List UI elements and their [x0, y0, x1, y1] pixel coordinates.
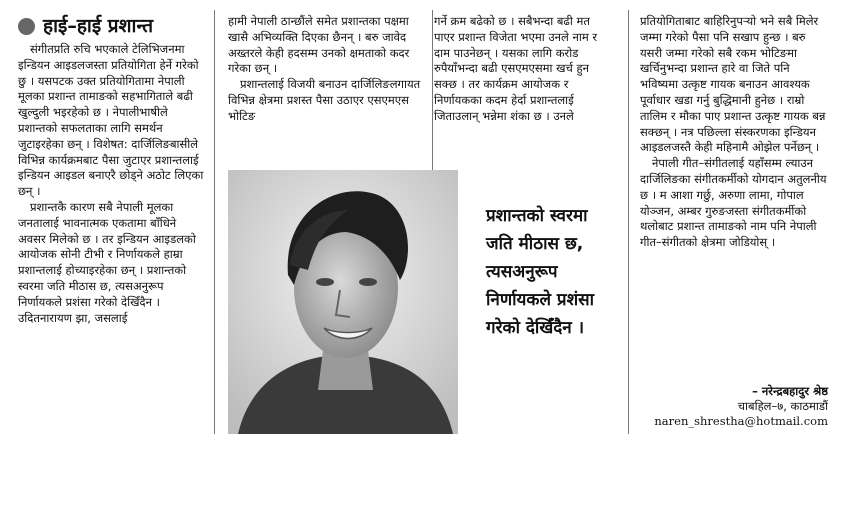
byline — [640, 384, 828, 429]
author-name: – नरेन्द्रबहादुर श्रेष्ठ — [752, 384, 828, 398]
paragraph: प्रशान्तकै कारण सबै नेपाली मूलका जनतालाई भावनात्मक एकतामा बाँधिने अवसर मिलेको छ । तर इन्डियन आइडलको आयोजक सोनी टीभी र निर्णायकले हाम्रा प्रशान्तलाई होच्याइरहेका छन् । प्रशान्तको स्वरमा जति मीठास छ, त्यसअनुरूप निर्णायकले प्रशंसा गरेको देखिँदैन । उदितनारायण झा, जसलाई — [18, 199, 196, 325]
column-2 — [228, 14, 424, 125]
portrait-photo — [228, 170, 458, 434]
column-divider — [214, 10, 215, 434]
paragraph: प्रशान्तलाई विजयी बनाउन दार्जिलिङलगायत विभिन्न क्षेत्रमा प्रशस्त पैसा उठाएर एसएमएस भोटिङ — [228, 77, 421, 123]
bullet-icon — [18, 18, 35, 35]
paragraph: प्रतियोगिताबाट बाहिरिनुपर्‍यो भने सबै मिलेर जम्मा गरेको पैसा पनि सखाप हुन्छ । बरु यसरी जम्मा गरेको सबै रकम भोटिङमा खर्चिनुभन्दा प्रशान्त हारे वा जिते पनि भविष्यमा उत्कृष्ट गायक बनाउन आवश्यक पूर्वाधार खडा गर्नु बुद्धिमानी हुनेछ । राम्रो तालिम र मौका पाए प्रशान्त उत्कृष्ट गायक बन्न सक्छन् । नत्र पछिल्ला संस्करणका इन्डियन आइडलजस्तै केही महिनामै ओझेल पर्नेछन् । — [640, 14, 826, 155]
headline — [18, 14, 206, 38]
headline-text: हाई–हाई प्रशान्त — [43, 15, 154, 37]
column-1 — [18, 14, 206, 326]
author-address: चाबहिल–७, काठमाडौं — [737, 399, 828, 413]
column-4 — [640, 14, 828, 251]
paragraph: गर्ने क्रम बढेको छ । सबैभन्दा बढी मत पाएर प्रशान्त विजेता भएमा उनले नाम र दाम पाउनेछन् । यसका लागि करोड रुपैयाँभन्दा बढी एसएमएसमा खर्च हुन सक्छ । तर कार्यक्रम आयोजक र निर्णायकका कदम हेर्दा प्रशान्तलाई जिताउलान् भन्नेमा शंका छ । उनले — [434, 14, 598, 123]
paragraph: संगीतप्रति रुचि भएकाले टेलिभिजनमा इन्डियन आइडलजस्ता प्रतियोगिता हेर्ने गरेको छु । यसपटक उक्त प्रतियोगितामा नेपाली मूलका प्रशान्त तामाङको सहभागिताले बढी खुल्दुली भइरहेको छ । नेपालीभाषीले प्रशान्तको सफलताका लागि समर्थन जुटाइरहेका छन् । विशेषत: दार्जिलिङबासीले विभिन्न कार्यक्रमबाट पैसा जुटाएर प्रशान्तलाई इन्डियन आइडल बनाएरै छोड्ने अठोट लिएका छन् । — [18, 42, 204, 199]
column-divider — [432, 10, 433, 170]
column-3 — [434, 14, 614, 125]
author-email: naren_shrestha@hotmail.com — [654, 414, 828, 428]
paragraph: नेपाली गीत–संगीतलाई यहाँसम्म ल्याउन दार्जिलिङका संगीतकर्मीको योगदान अतुलनीय छ । म आशा गर्छु, अरुणा लामा, गोपाल योञ्जन, अम्बर गुरुङजस्ता संगीतकर्मीको थलोबाट प्रशान्त तामाङको नाम पनि नेपाली गीत–संगीतको क्षेत्रमा जोडियोस् । — [640, 156, 827, 250]
portrait-image — [228, 170, 458, 434]
pull-quote: प्रशान्तको स्वरमा जति मीठास छ, त्यसअनुरूप निर्णायकले प्रशंसा गरेको देखिँदैन । — [486, 206, 595, 338]
paragraph: हामी नेपाली ठान्छौंले समेत प्रशान्तका पक्षमा खासै अभिव्यक्ति दिएका छैनन् । बरु जावेद अख्तरले केही हदसम्म उनको क्षमताको कदर गरेका छन् । — [228, 14, 410, 76]
column-divider — [628, 10, 629, 434]
